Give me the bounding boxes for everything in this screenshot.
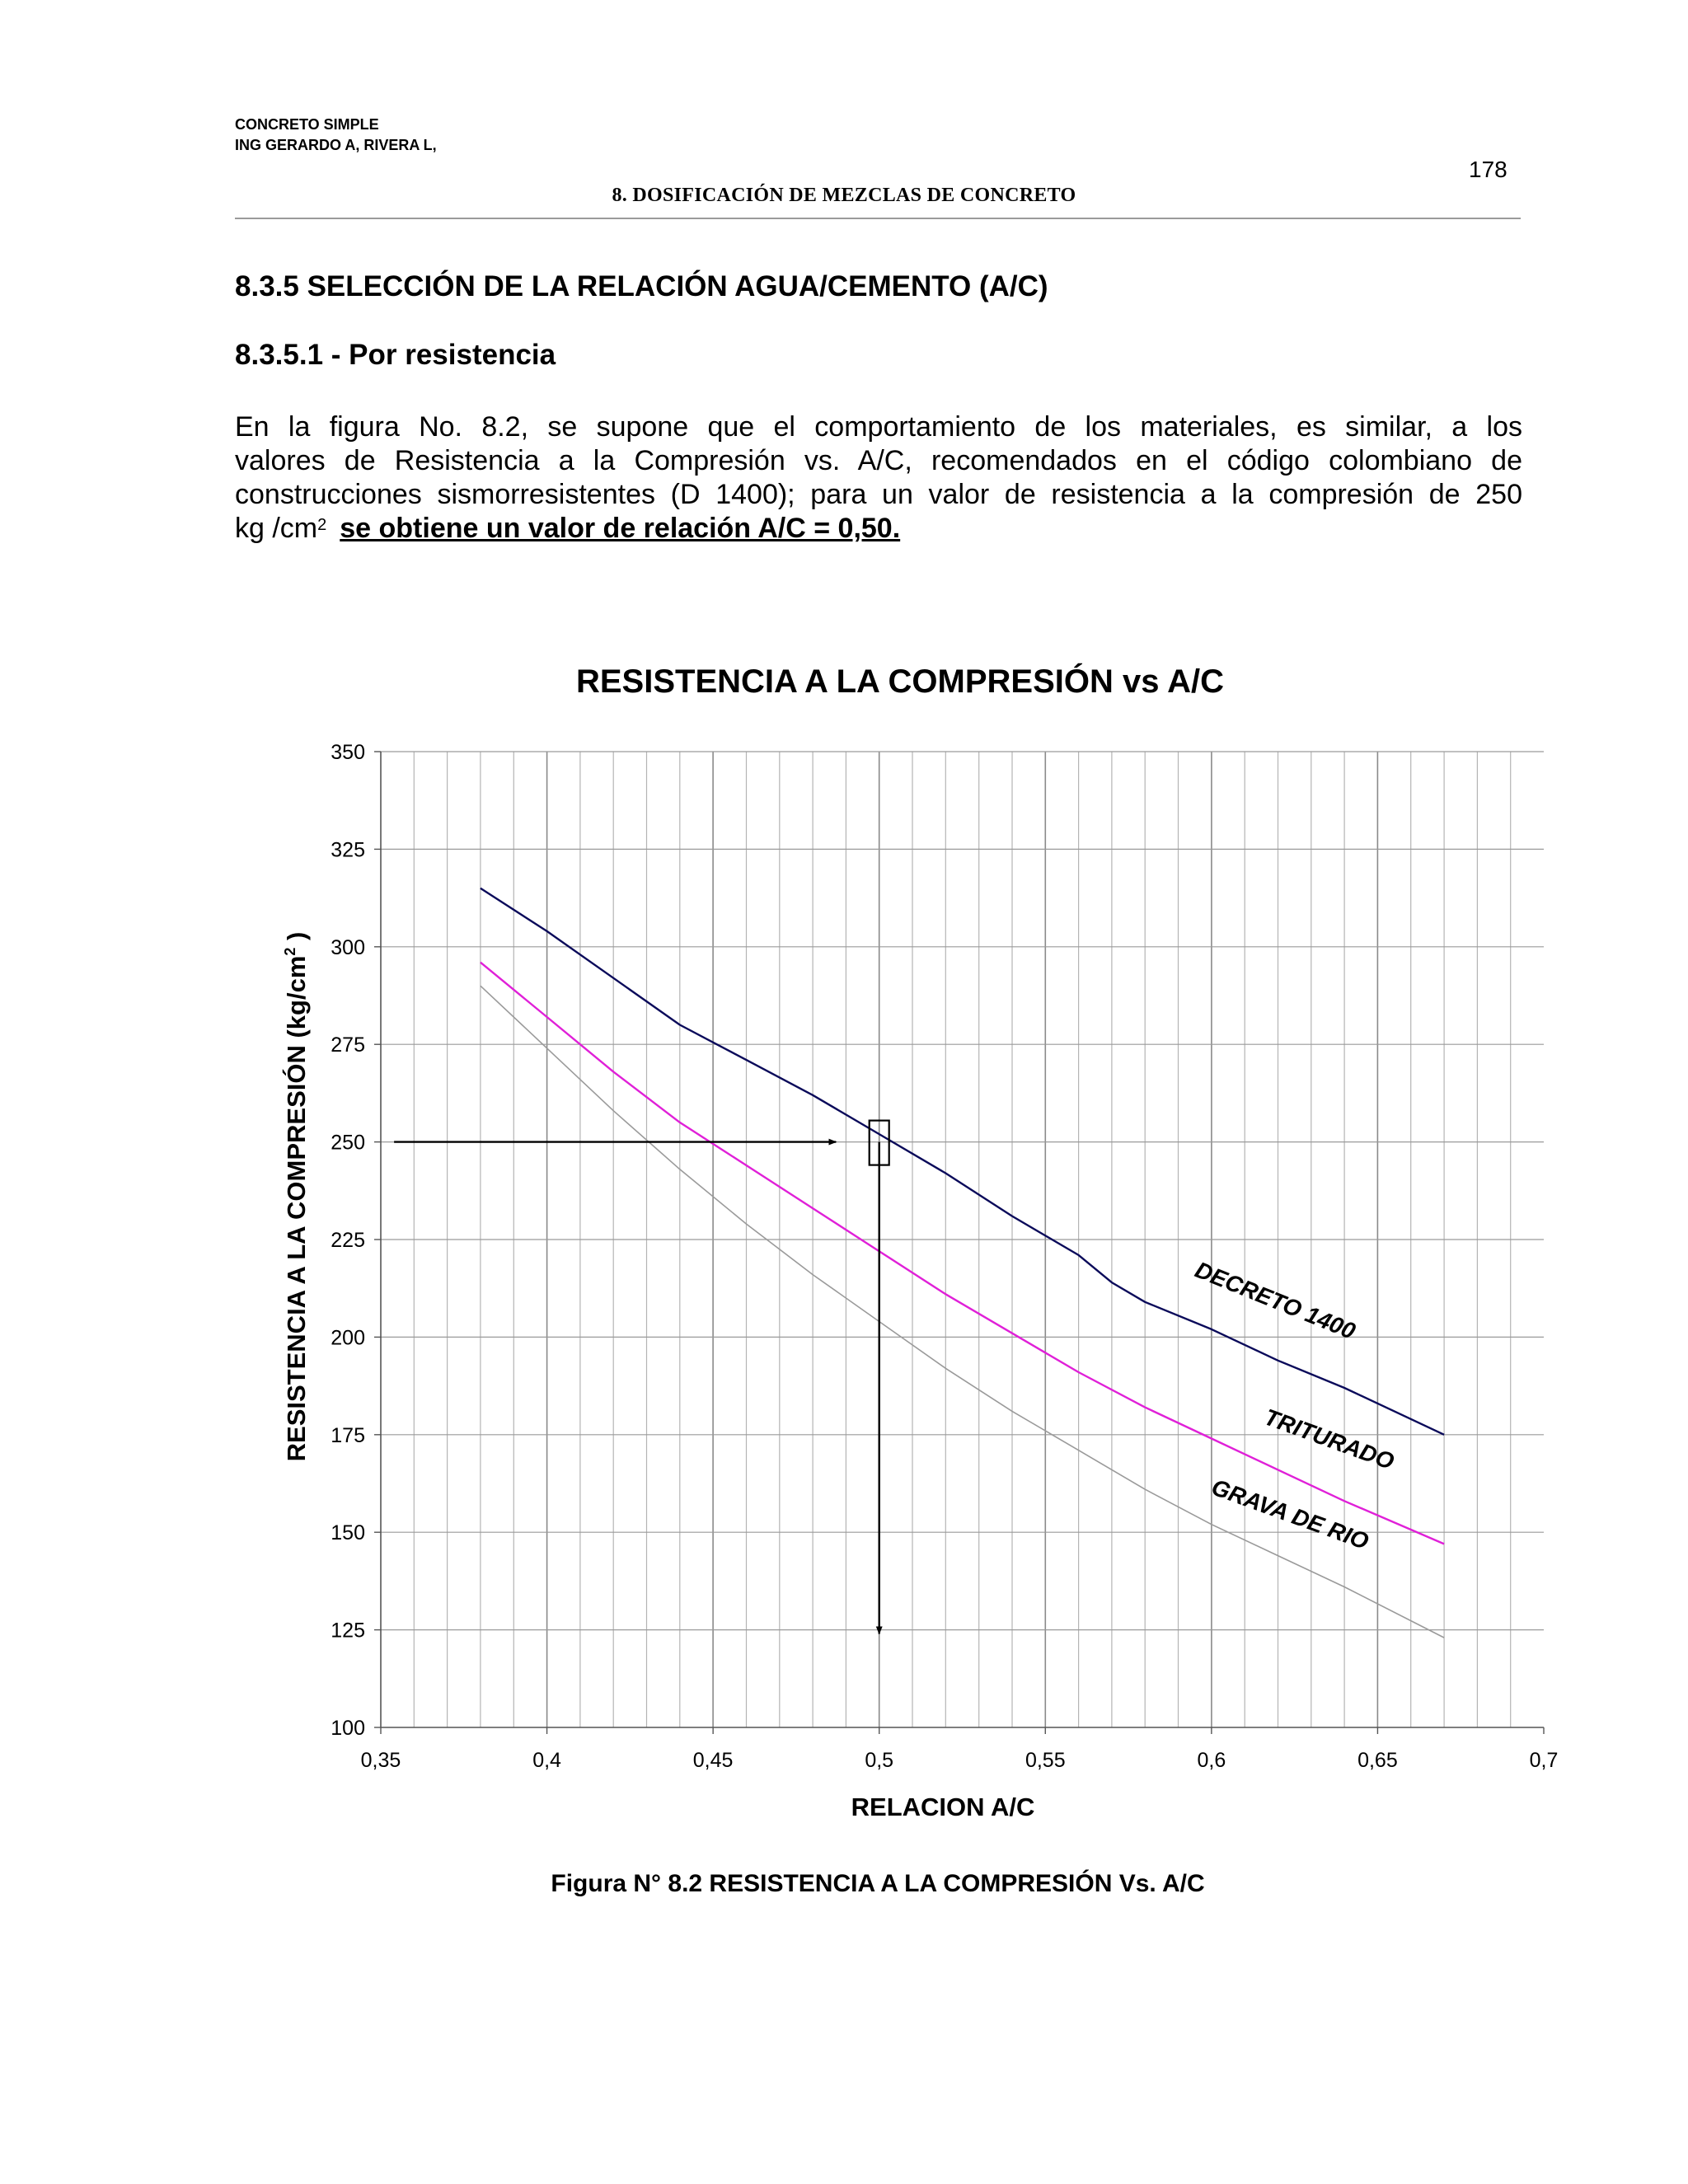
x-tick-label: 0,5: [865, 1749, 894, 1772]
chapter-title: 8. DOSIFICACIÓN DE MEZCLAS DE CONCRETO: [612, 185, 1076, 206]
y-axis-label-sup: 2: [282, 947, 298, 956]
y-tick-label: 275: [331, 1033, 365, 1057]
chart-grid: [381, 752, 1544, 1727]
x-tick-label: 0,6: [1197, 1749, 1226, 1772]
x-tick-label: 0,55: [1025, 1749, 1066, 1772]
y-axis-label: [281, 932, 311, 1462]
x-tick-label: 0,35: [360, 1749, 401, 1772]
figure-caption: Figura N° 8.2 RESISTENCIA A LA COMPRESIÓN Vs. A/C: [551, 1870, 1205, 1897]
y-tick-label: 300: [331, 935, 365, 959]
series-label: DECRETO 1400: [1191, 1256, 1359, 1344]
conclusion-text: se obtiene un valor de relación A/C = 0,50.: [340, 513, 901, 544]
series-line: [481, 963, 1444, 1544]
unit-superscript: 2: [317, 516, 327, 534]
y-tick-label: 350: [331, 741, 365, 764]
y-tick-label: 325: [331, 838, 365, 862]
y-axis-label-main: RESISTENCIA A LA COMPRESIÓN (kg/cm: [282, 955, 311, 1462]
y-axis-label-end: ): [282, 931, 311, 948]
paragraph-line: valores de Resistencia a la Compresión vs. A/C, recomendados en el código colombiano de: [235, 445, 1522, 476]
y-tick-label: 225: [331, 1229, 365, 1252]
section-heading: 8.3.5 SELECCIÓN DE LA RELACIÓN AGUA/CEMENTO (A/C): [235, 270, 1048, 302]
x-tick-label: 0,65: [1357, 1749, 1398, 1772]
chart-ticks: [331, 741, 1558, 1772]
paragraph-line: construcciones sismorresistentes (D 1400); para un valor de resistencia a la compresión de 250: [235, 479, 1522, 510]
x-tick-label: 0,7: [1529, 1749, 1559, 1772]
y-tick-label: 175: [331, 1423, 365, 1447]
y-tick-label: 150: [331, 1521, 365, 1545]
subsection-heading: 8.3.5.1 - Por resistencia: [235, 339, 556, 371]
y-tick-label: 200: [331, 1326, 365, 1350]
chart-annotations: [394, 1121, 889, 1634]
series-line: [481, 888, 1444, 1435]
header-doc-title: CONCRETO SIMPLE: [235, 116, 379, 133]
header-author: ING GERARDO A, RIVERA L,: [235, 137, 437, 153]
unit-text: kg /cm: [235, 513, 318, 544]
y-tick-label: 125: [331, 1619, 365, 1643]
chart-title: RESISTENCIA A LA COMPRESIÓN vs A/C: [575, 663, 1225, 700]
x-axis-label: RELACION A/C: [851, 1793, 1035, 1821]
series-label: TRITURADO: [1260, 1404, 1398, 1475]
y-tick-label: 250: [331, 1131, 365, 1155]
x-tick-label: 0,45: [692, 1749, 734, 1772]
x-tick-label: 0,4: [532, 1749, 561, 1772]
y-tick-label: 100: [331, 1717, 365, 1740]
series-label: GRAVA DE RIO: [1207, 1474, 1372, 1555]
page-number: 178: [1469, 157, 1507, 182]
paragraph-line: En la figura No. 8.2, se supone que el comportamiento de los materiales, es similar, a los: [235, 411, 1522, 443]
